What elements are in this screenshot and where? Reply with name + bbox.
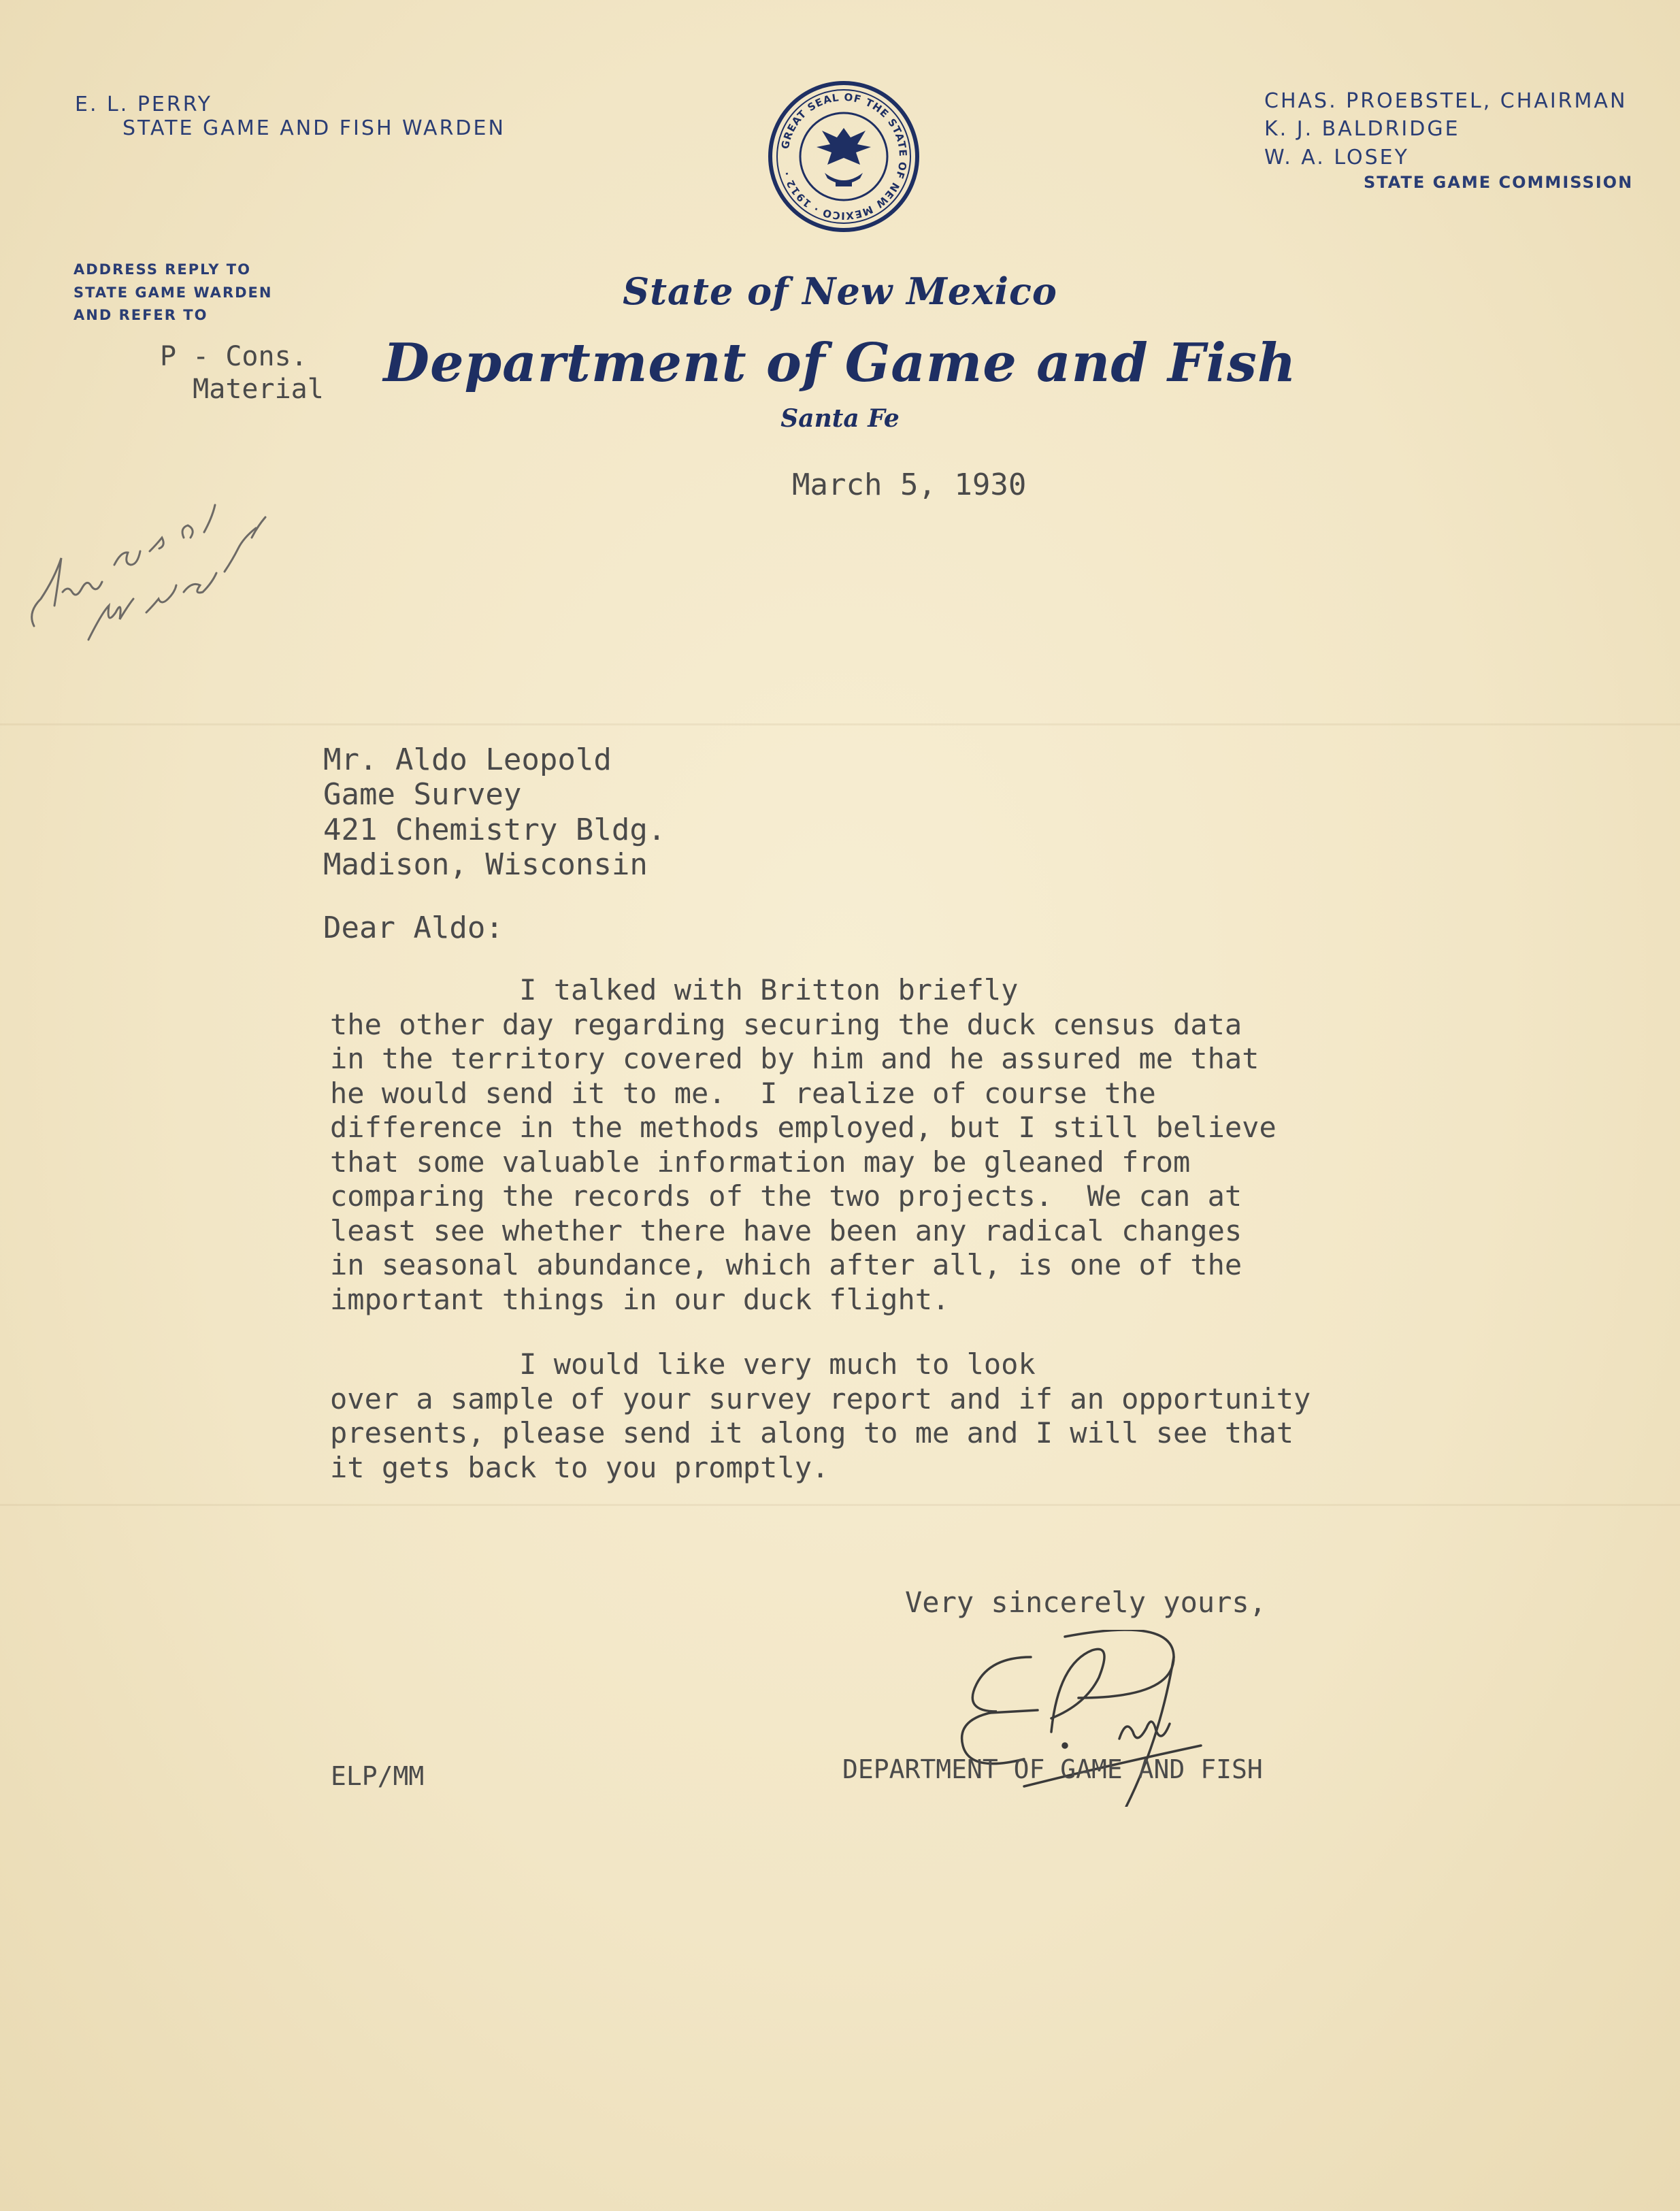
department-heading: Department of Game and Fish <box>383 332 1297 394</box>
typist-initials: ELP/MM <box>331 1761 425 1791</box>
letter-date: March 5, 1930 <box>792 468 1027 502</box>
body-paragraph: I would like very much to look over a sample of your survey report and if an opportunity presents, please send it along to me and I will see that it gets back to you promptly. <box>330 1347 1311 1484</box>
commission-label: STATE GAME COMMISSION <box>1364 173 1634 193</box>
signature-block: DEPARTMENT OF GAME AND FISH <box>842 1754 1263 1784</box>
handwritten-note-icon <box>20 490 306 653</box>
state-seal-icon <box>768 80 920 233</box>
state-heading: State of New Mexico <box>623 269 1057 313</box>
closing: Very sincerely yours, <box>905 1586 1267 1619</box>
body-paragraph: I talked with Britton briefly the other day regarding securing the duck census data in the territory covered by him and he assured me that he would send it to me. I realize of course the difference in the methods employed, but I still believe that some valuable information may be gleaned from comparing the records of the two projects. We can at least see whether there have been any radical changes in seasonal abundance, which after all, is one of the important things in our duck flight. <box>330 973 1277 1316</box>
address-note-line: STATE GAME WARDEN <box>73 284 273 301</box>
address-note-line: AND REFER TO <box>73 307 208 324</box>
fold-line <box>0 723 1680 725</box>
city-heading: Santa Fe <box>780 404 900 433</box>
warden-title: STATE GAME AND FISH WARDEN <box>122 116 506 140</box>
warden-name: E. L. PERRY <box>75 93 212 116</box>
warden-block <box>75 93 506 140</box>
fold-line <box>0 1504 1680 1506</box>
address-note-line: ADDRESS REPLY TO <box>73 261 251 278</box>
reference-code: P - Cons. Material <box>160 341 324 405</box>
commissioner-name: W. A. LOSEY <box>1264 145 1409 169</box>
commissioner-name: K. J. BALDRIDGE <box>1264 117 1460 142</box>
commissioner-name: CHAS. PROEBSTEL, CHAIRMAN <box>1264 89 1628 113</box>
recipient-address: Mr. Aldo Leopold Game Survey 421 Chemistry Bldg. Madison, Wisconsin <box>323 742 666 883</box>
salutation: Dear Aldo: <box>323 911 504 945</box>
seal-lettering: GREAT SEAL OF THE STATE OF NEW MEXICO · 1912 · <box>778 91 910 223</box>
commission-block <box>1264 87 1633 194</box>
